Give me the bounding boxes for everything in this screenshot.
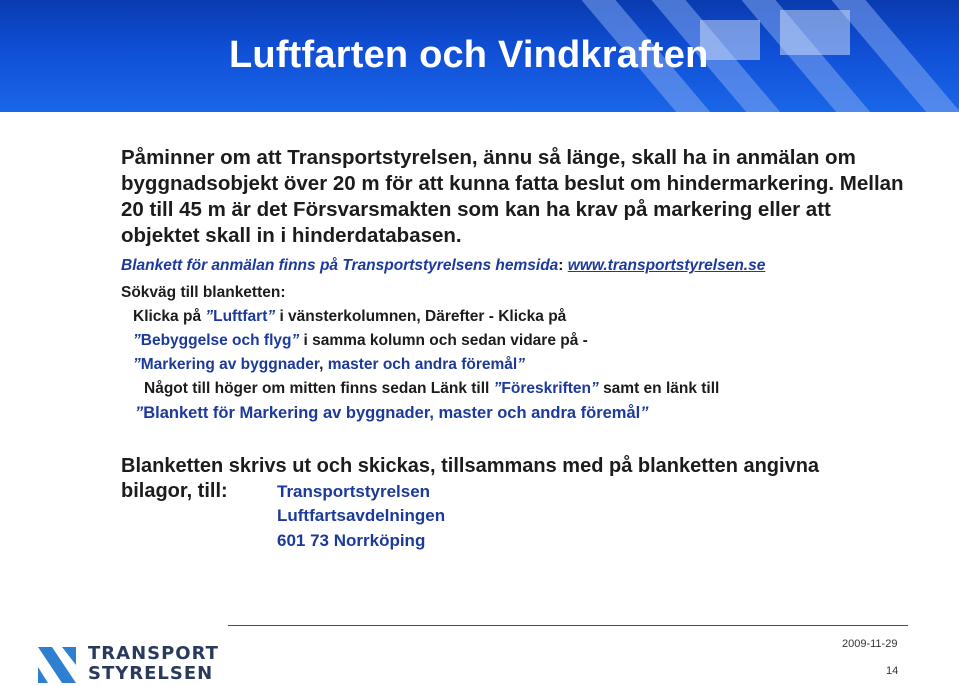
- quote-mark: ”: [205, 308, 214, 325]
- quote-mark: ”: [133, 332, 141, 349]
- logo-line-2: STYRELSEN: [88, 663, 214, 684]
- quote-mark: ”: [291, 332, 300, 349]
- quote-mark: ”: [640, 404, 649, 422]
- blankett-link[interactable]: Blankett för Markering av byggnader, master och andra föremål: [143, 404, 641, 422]
- slide-date: 2009-11-29: [842, 638, 898, 650]
- website-link[interactable]: www.transportstyrelsen.se: [567, 257, 766, 274]
- step-4-prefix: Något till höger om mitten finns sedan Länk till: [144, 380, 490, 397]
- step-2-suffix: i samma kolumn och sedan vidare på -: [303, 332, 588, 349]
- path-label: Sökväg till blanketten:: [121, 284, 286, 301]
- quote-mark: ”: [133, 356, 141, 373]
- send-label: bilagor, till:: [121, 480, 228, 502]
- blankett-text: Blankett för anmälan finns på Transportstyrelsens hemsida: [121, 257, 559, 274]
- step-1-suffix: i vänsterkolumnen, Därefter - Klicka på: [279, 308, 567, 325]
- blankett-line: [121, 257, 765, 275]
- step-4-suffix: samt en länk till: [603, 380, 720, 397]
- step-5: [135, 404, 648, 423]
- intro-paragraph: Påminner om att Transportstyrelsen, ännu så länge, skall ha in anmälan om byggnadsobjekt över 20 m för att kunna fatta beslut om hindermarkering. Mellan 20 till 45 m är det Försvarsmakten som kan ha krav på markering eller att objektet skall in i hinderdatabasen.: [121, 146, 904, 247]
- step-3: [133, 356, 525, 374]
- address-line-3: 601 73 Norrköping: [277, 531, 426, 550]
- colon: :: [558, 257, 564, 274]
- quote-mark: ”: [493, 380, 502, 397]
- slide-title: Luftfarten och Vindkraften: [229, 34, 709, 76]
- address-line-1: Transportstyrelsen: [277, 482, 431, 501]
- address-line-2: Luftfartsavdelningen: [277, 506, 446, 525]
- step-1: [133, 308, 566, 326]
- step-2: [133, 332, 588, 350]
- step-1-prefix: Klicka på: [133, 308, 202, 325]
- markering-link[interactable]: Markering av byggnader: [140, 356, 320, 373]
- footer-divider: [228, 625, 908, 626]
- send-line-1: Blanketten skrivs ut och skickas, tillsammans med på blanketten angivna: [121, 455, 820, 477]
- bebyggelse-link[interactable]: Bebyggelse och flyg: [140, 332, 292, 349]
- transportstyrelsen-logo-icon: [38, 645, 78, 685]
- luftfart-link[interactable]: Luftfart: [213, 308, 268, 325]
- quote-mark: ”: [517, 356, 525, 373]
- logo-wordmark: [88, 644, 219, 684]
- master-link[interactable]: master och andra föremål: [327, 356, 518, 373]
- step-4: [144, 380, 719, 398]
- comma: ,: [319, 356, 324, 373]
- quote-mark: ”: [591, 380, 599, 397]
- quote-mark: ”: [267, 308, 276, 325]
- logo-line-1: TRANSPORT: [88, 643, 219, 664]
- quote-mark: ”: [135, 404, 144, 422]
- page-number: 14: [886, 665, 899, 677]
- foreskriften-link[interactable]: Föreskriften: [501, 380, 591, 397]
- slide-header: [0, 0, 959, 112]
